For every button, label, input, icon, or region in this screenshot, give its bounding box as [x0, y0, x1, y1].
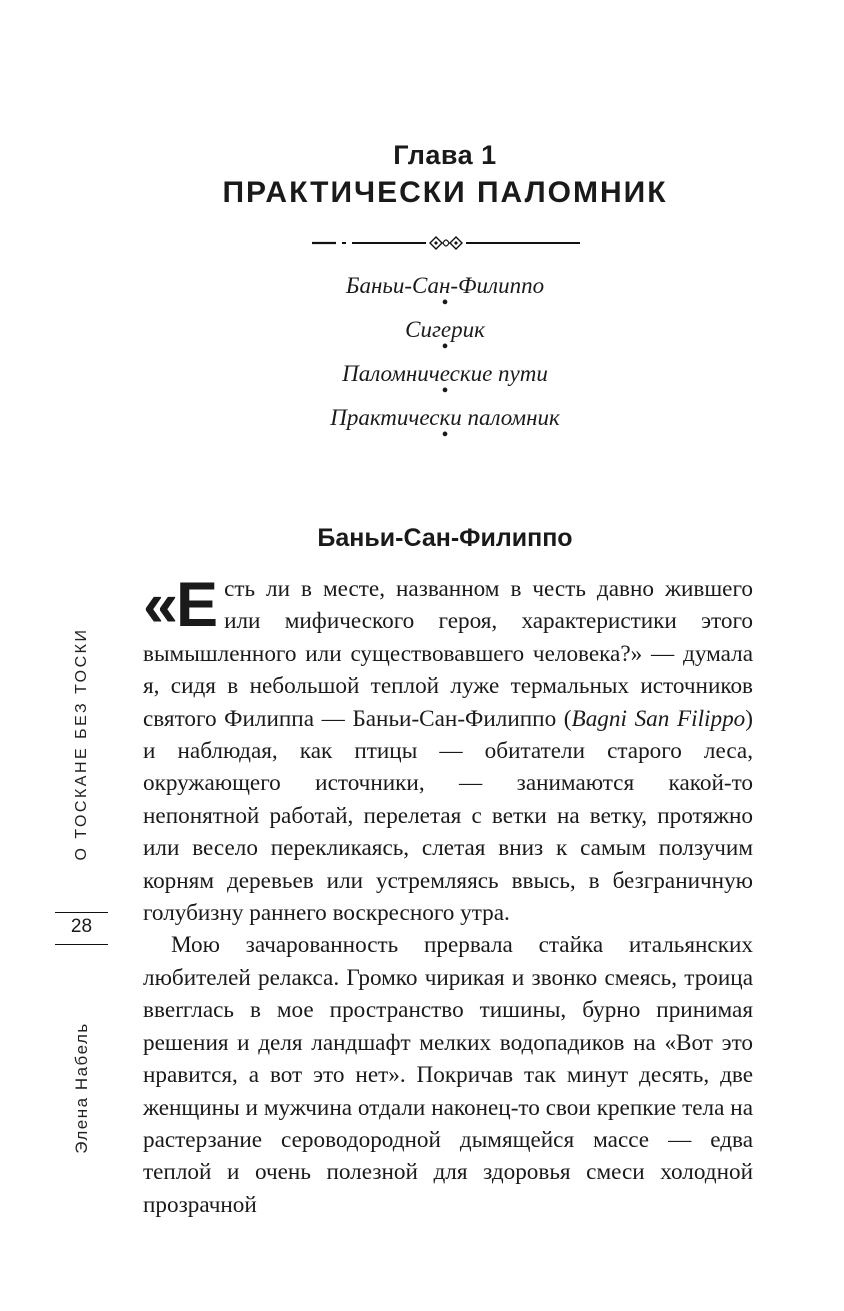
toc-bullet: • — [441, 336, 449, 358]
page-number: 28 — [70, 916, 93, 937]
drop-cap: «Е — [143, 570, 217, 640]
author-name: Элена Набель — [72, 1022, 91, 1154]
paragraph — [143, 570, 753, 929]
toc-item: Баньи-Сан-Филиппо — [345, 273, 545, 298]
paragraph-text: ) и наблюдая, как птицы — обитатели старого леса, окружающего источники, — занимаются какой-то непонятной работай, перелетая с ветки на ветку, протяжно или весело перекликаясь, слетая вниз к самым ползучим корням деревьев или устремляясь ввысь, в безграничную голубизну раннего воскресного утра. — [143, 705, 753, 927]
paragraph: Мою зачарованность прервала стайка итальянских любителей релакса. Громко чирикая и звонко смеясь, троица ввerглась в мое пространство тишины, бурно принимая решения и деля ландшафт мелких водопадиков на «Вот это нравится, а вот это нет». Покричав так минут десять, две женщины и мужчина отдали наконец-то свои крепкие тела на растерзание сероводородной дымящейся массе — едва теплой и очень полезной для здоровья смеси холодной прозрачной — [143, 932, 753, 1218]
page-number-rule — [55, 944, 108, 945]
chapter-title: ПРАКТИЧЕСКИ ПАЛОМНИК — [222, 176, 668, 209]
ornament-divider-icon — [312, 230, 580, 256]
italic-place-name: Bagni San Filippo — [571, 705, 746, 732]
running-head: О ТОСКАНЕ БЕЗ ТОСКИ — [73, 627, 90, 861]
toc-bullet: • — [441, 292, 449, 314]
chapter-contents — [0, 268, 844, 444]
section-heading: Баньи-Сан-Филиппо — [317, 524, 573, 552]
paragraph-text: сть ли в месте, названном в честь давно жившего или мифического героя, характеристики этого вымышленного или существовавшего человека?» — думала я, сидя в небольшой теплой луже термальных источников святого Филиппа — Баньи-Сан-Филиппо ( — [143, 576, 753, 732]
toc-bullet: • — [441, 424, 449, 446]
chapter-number: Глава 1 — [393, 140, 497, 170]
toc-bullet: • — [441, 380, 449, 402]
toc-item: Паломнические пути — [342, 361, 548, 386]
toc-item: Сигерик — [405, 317, 485, 342]
page-number-rule — [55, 912, 108, 913]
toc-item: Практически паломник — [330, 405, 560, 430]
body-text — [143, 570, 753, 1221]
